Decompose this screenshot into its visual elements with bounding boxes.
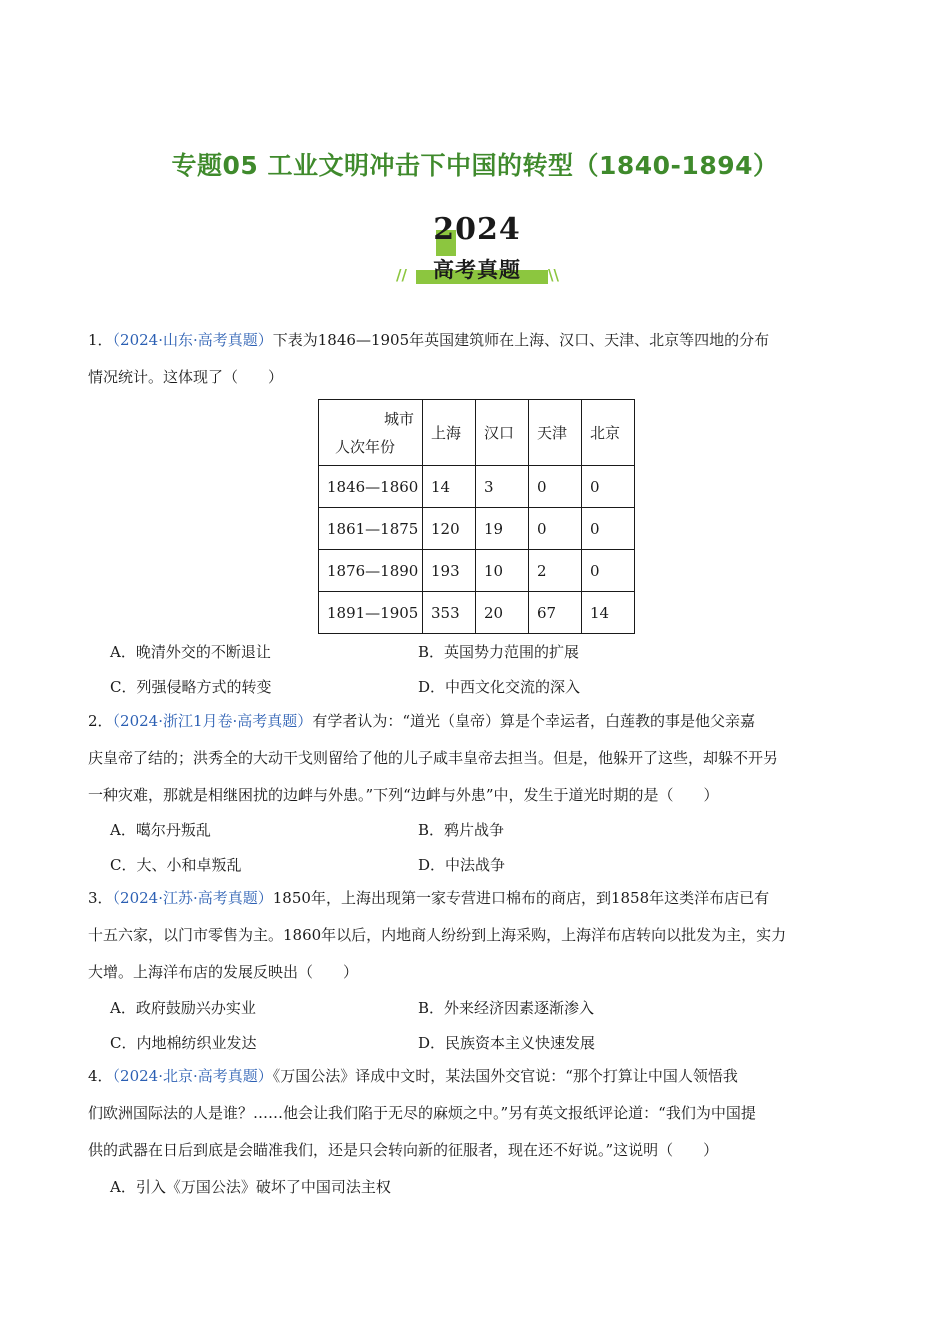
question-source: （2024·北京·高考真题） (112, 1067, 273, 1085)
question-1 (88, 322, 860, 396)
option-b[interactable]: B．鸦片战争 (418, 821, 505, 839)
table-cell: 20 (476, 592, 529, 634)
question-2-line-1 (88, 703, 860, 740)
question-1-line-2: 情况统计。这体现了（ ） (88, 368, 284, 386)
option-d[interactable]: D．民族资本主义快速发展 (418, 1034, 596, 1052)
question-2 (88, 703, 860, 814)
column-header: 北京 (582, 400, 635, 466)
table-cell-period: 1891—1905 (319, 592, 423, 634)
question-text: 下表为1846—1905年英国建筑师在上海、汉口、天津、北京等四地的分布 (272, 331, 770, 349)
year-badge (392, 208, 562, 294)
question-source: （2024·山东·高考真题） (112, 331, 273, 349)
table-cell: 14 (582, 592, 635, 634)
table-cell: 2 (529, 550, 582, 592)
question-number: 1． (88, 331, 113, 349)
option-d[interactable]: D．中西文化交流的深入 (418, 678, 581, 696)
option-b[interactable]: B．英国势力范围的扩展 (418, 643, 580, 661)
question-source: （2024·江苏·高考真题） (112, 889, 273, 907)
question-source: （2024·浙江1月卷·高考真题） (112, 712, 313, 730)
column-header: 汉口 (476, 400, 529, 466)
question-1-line-1 (88, 322, 860, 359)
table-cell: 14 (423, 466, 476, 508)
option-a[interactable]: A．噶尔丹叛乱 (110, 821, 211, 839)
question-number: 2． (88, 712, 113, 730)
question-number: 4． (88, 1067, 113, 1085)
option-d[interactable]: D．中法战争 (418, 856, 506, 874)
option-c[interactable]: C．列强侵略方式的转变 (110, 678, 272, 696)
table-cell: 0 (582, 508, 635, 550)
table-cell: 120 (423, 508, 476, 550)
badge-slash-left: // (396, 266, 407, 284)
table-cell: 0 (529, 466, 582, 508)
option-a[interactable]: A．政府鼓励兴办实业 (110, 999, 256, 1017)
badge-year: 2024 (433, 212, 521, 247)
table-cell: 67 (529, 592, 582, 634)
question-4 (88, 1058, 860, 1169)
table-cell-period: 1861—1875 (319, 508, 423, 550)
table-cell-period: 1846—1860 (319, 466, 423, 508)
table-row (319, 592, 635, 634)
option-a[interactable]: A．晚清外交的不断退让 (110, 643, 271, 661)
header-year: 人次年份 (335, 438, 396, 456)
option-c[interactable]: C．大、小和卓叛乱 (110, 856, 242, 874)
table-cell: 0 (582, 466, 635, 508)
table-cell: 10 (476, 550, 529, 592)
badge-label: 高考真题 (433, 258, 521, 282)
question-text: 《万国公法》译成中文时，某法国外交官说：“那个打算让中国人领悟我 (272, 1067, 738, 1085)
question-text: 有学者认为：“道光（皇帝）算是个幸运者，白莲教的事是他父亲嘉 (312, 712, 755, 730)
column-header: 上海 (423, 400, 476, 466)
table-corner-header (319, 400, 423, 466)
table-cell: 193 (423, 550, 476, 592)
header-city: 城市 (383, 410, 414, 428)
question-4-line-1 (88, 1058, 860, 1095)
table-header-row (319, 400, 635, 466)
distribution-table (318, 399, 635, 634)
table-row (319, 550, 635, 592)
option-c[interactable]: C．内地棉纺织业发达 (110, 1034, 257, 1052)
badge-slash-right: \\ (548, 266, 559, 284)
question-2-line-2: 庆皇帝了结的；洪秀全的大动干戈则留给了他的儿子咸丰皇帝去担当。但是，他躲开了这些，却躲不开另 (88, 749, 779, 767)
question-3-line-2: 十五六家，以门市零售为主。1860年以后，内地商人纷纷到上海采购，上海洋布店转向以批发为主，实力 (88, 926, 787, 944)
table-row (319, 466, 635, 508)
question-3-line-3: 大增。上海洋布店的发展反映出（ ） (88, 963, 359, 981)
table-cell-period: 1876—1890 (319, 550, 423, 592)
table-row (319, 508, 635, 550)
table-cell: 353 (423, 592, 476, 634)
option-a[interactable]: A．引入《万国公法》破坏了中国司法主权 (110, 1178, 391, 1196)
question-4-line-2: 们欧洲国际法的人是谁？……他会让我们陷于无尽的麻烦之中。”另有英文报纸评论道：“我们为中国提 (88, 1104, 756, 1122)
question-text: 1850年，上海出现第一家专营进口棉布的商店，到1858年这类洋布店已有 (272, 889, 770, 907)
table-cell: 0 (529, 508, 582, 550)
question-3 (88, 880, 860, 991)
option-b[interactable]: B．外来经济因素逐渐渗入 (418, 999, 595, 1017)
page-title: 专题05 工业文明冲击下中国的转型（1840-1894） (171, 151, 779, 180)
question-number: 3． (88, 889, 113, 907)
table-cell: 3 (476, 466, 529, 508)
question-2-line-3: 一种灾难，那就是相继困扰的边衅与外患。”下列“边衅与外患”中，发生于道光时期的是（ ） (88, 786, 719, 804)
table-cell: 0 (582, 550, 635, 592)
column-header: 天津 (529, 400, 582, 466)
question-3-line-1 (88, 880, 860, 917)
table-cell: 19 (476, 508, 529, 550)
question-4-line-3: 供的武器在日后到底是会瞄准我们，还是只会转向新的征服者，现在还不好说。”这说明（ ） (88, 1141, 719, 1159)
